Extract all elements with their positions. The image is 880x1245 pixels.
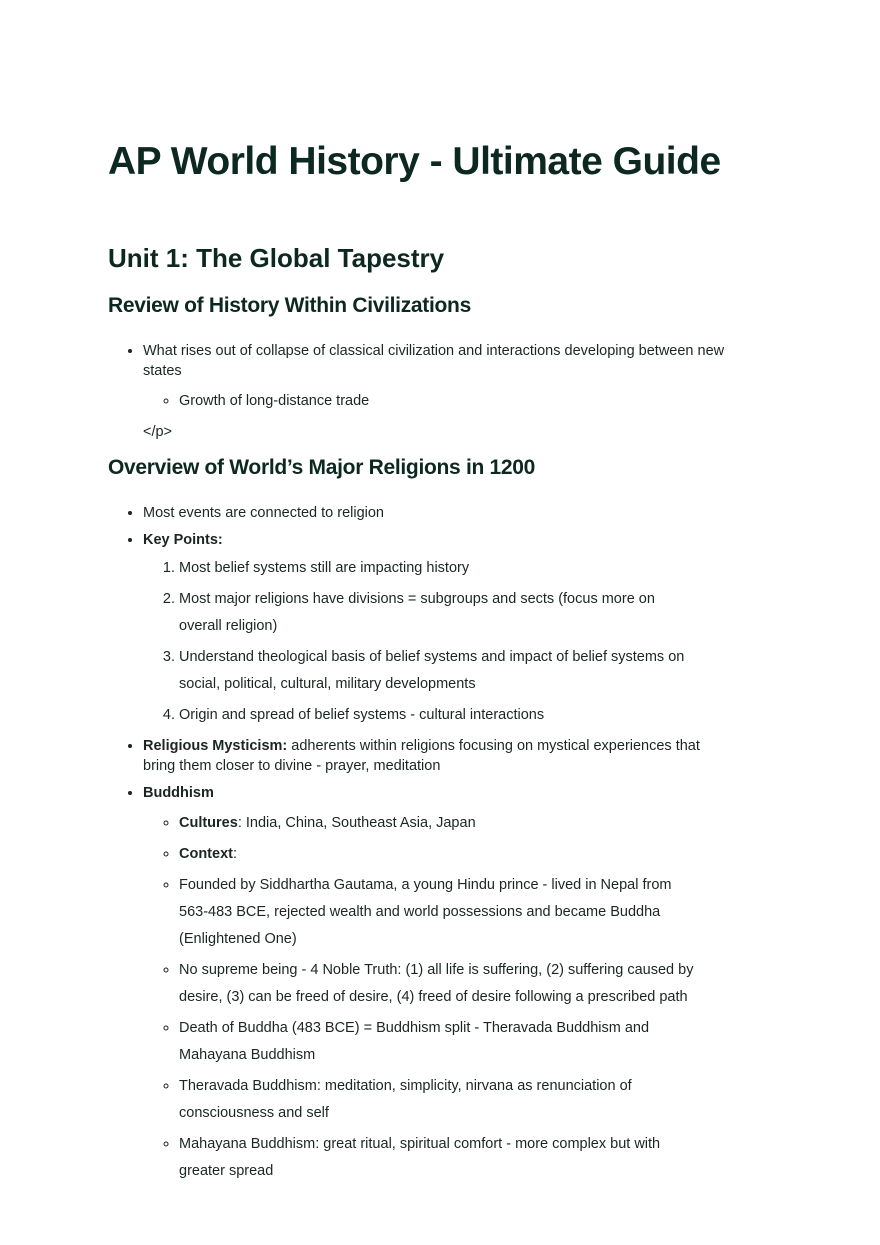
- unit-heading: Unit 1: The Global Tapestry: [108, 243, 445, 273]
- list-item-text: What rises out of collapse of classical civilization and interactions developing between new states: [143, 343, 725, 379]
- stray-tag-text: </p>: [143, 424, 173, 440]
- term-definition: : India, China, Southeast Asia, Japan: [237, 815, 476, 831]
- term-definition: :: [232, 846, 238, 862]
- list-item: ◦ Founded by Siddhartha Gautama, a young Hindu prince - lived in Nepal from 563-483 BCE, rejected wealth and world possessions and became Buddha (Enlightened One): [179, 872, 699, 953]
- list-item: • Most events are connected to religion: [143, 503, 736, 523]
- term-label: Context: [179, 846, 233, 862]
- list-item: 3. Understand theological basis of belief systems and impact of belief systems on social, political, cultural, military developments: [179, 644, 699, 698]
- list-item: ◦ Death of Buddha (483 BCE) = Buddhism split - Theravada Buddhism and Mahayana Buddhism: [179, 1015, 699, 1069]
- list-item: [179, 841, 699, 868]
- bullet-list: [108, 503, 736, 1185]
- list-item: [143, 783, 736, 1185]
- sub-list: [143, 810, 736, 1185]
- term-label: Buddhism: [143, 785, 214, 801]
- list-item: ◦ Growth of long-distance trade: [179, 388, 699, 415]
- list-item: 4. Origin and spread of belief systems - cultural interactions: [179, 702, 699, 729]
- section-religions: [108, 456, 736, 1192]
- section-review: [108, 294, 736, 442]
- sub-list: [143, 388, 736, 415]
- term-label: Cultures: [179, 815, 238, 831]
- key-points-label: Key Points:: [143, 532, 223, 548]
- numbered-list: [143, 555, 736, 729]
- term-label: Religious Mysticism:: [143, 738, 288, 754]
- term-definition: adherents within religions focusing on mystical experiences that bring them closer to divine - prayer, meditation: [143, 738, 700, 774]
- list-item: 2. Most major religions have divisions = subgroups and sects (focus more on overall religion): [179, 586, 699, 640]
- list-item: ◦ Theravada Buddhism: meditation, simplicity, nirvana as renunciation of consciousness and self: [179, 1073, 699, 1127]
- bullet-list: [108, 341, 736, 415]
- section-heading: Review of History Within Civilizations: [108, 294, 471, 317]
- document-title: AP World History - Ultimate Guide: [108, 140, 721, 183]
- list-item: [179, 810, 699, 837]
- list-item: ◦ No supreme being - 4 Noble Truth: (1) all life is suffering, (2) suffering caused by desire, (3) can be freed of desire, (4) freed of desire following a prescribed path: [179, 957, 699, 1011]
- list-item: [143, 530, 736, 729]
- list-item: ◦ Mahayana Buddhism: great ritual, spiritual comfort - more complex but with greater spread: [179, 1131, 699, 1185]
- list-item: [143, 736, 736, 776]
- section-heading: Overview of World’s Major Religions in 1200: [108, 456, 536, 479]
- list-item: 1. Most belief systems still are impacting history: [179, 555, 699, 582]
- list-item: [143, 341, 736, 415]
